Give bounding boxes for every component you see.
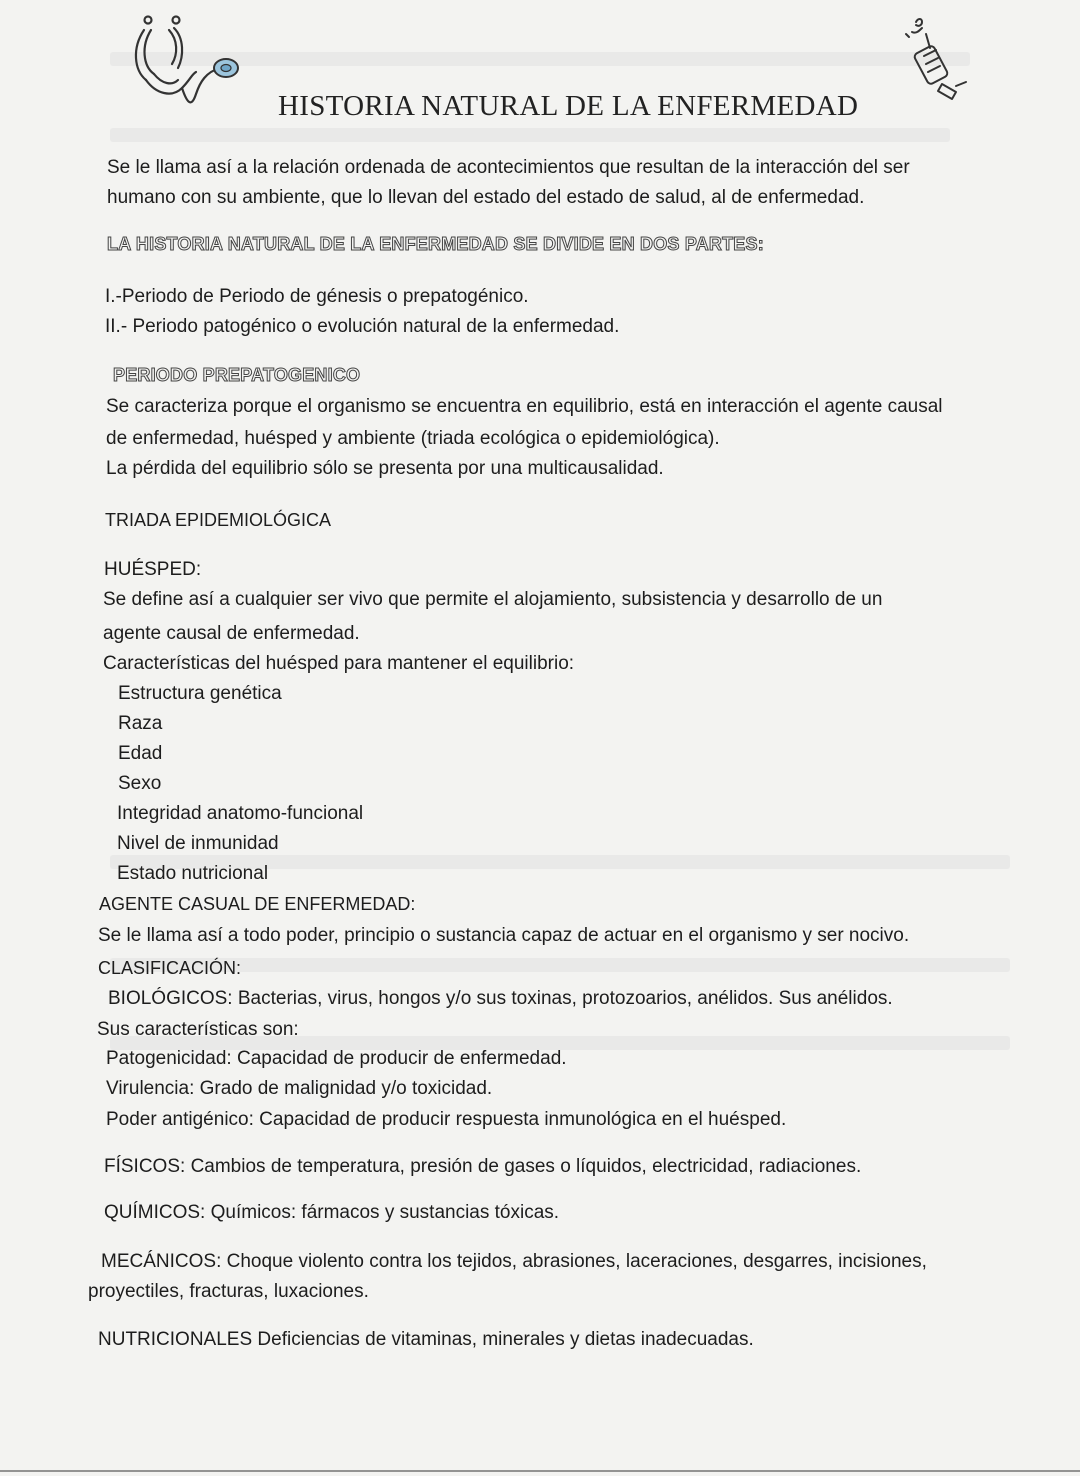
division-item-1: I.-Periodo de Periodo de génesis o prepatogénico. — [105, 286, 529, 307]
physical-agents: FÍSICOS: Cambios de temperatura, presión de gases o líquidos, electricidad, radiaciones. — [104, 1156, 862, 1177]
host-characteristic: Estructura genética — [118, 683, 282, 704]
characteristic-item: Virulencia: Grado de malignidad y/o toxicidad. — [106, 1078, 493, 1099]
division-item-2: II.- Periodo patogénico o evolución natural de la enfermedad. — [105, 316, 620, 337]
intro-line-1: Se le llama así a la relación ordenada de acontecimientos que resultan de la interacción del ser — [107, 157, 910, 178]
prepatogenic-line-2: de enfermedad, huésped y ambiente (triada ecológica o epidemiológica). — [106, 428, 720, 449]
stethoscope-icon — [126, 14, 242, 110]
host-characteristic: Raza — [118, 713, 163, 734]
agent-heading: AGENTE CASUAL DE ENFERMEDAD: — [99, 894, 416, 914]
intro-line-2: humano con su ambiente, que lo llevan del estado del estado de salud, al de enfermedad. — [107, 187, 865, 208]
host-heading: HUÉSPED: — [104, 559, 202, 580]
host-line-2: agente causal de enfermedad. — [103, 623, 360, 644]
prepatogenic-line-3: La pérdida del equilibrio sólo se presenta por una multicausalidad. — [106, 458, 664, 479]
syringe-icon — [902, 14, 978, 106]
host-characteristic: Nivel de inmunidad — [117, 833, 279, 854]
bleed-through — [110, 128, 950, 142]
mechanical-agents-line-1: MECÁNICOS: Choque violento contra los tejidos, abrasiones, laceraciones, desgarres, incisiones, — [101, 1251, 927, 1272]
host-characteristic: Estado nutricional — [117, 863, 269, 884]
host-characteristic: Sexo — [118, 773, 162, 794]
host-characteristic: Edad — [118, 743, 163, 764]
mechanical-agents-line-2: proyectiles, fracturas, luxaciones. — [88, 1281, 369, 1302]
bleed-through — [110, 958, 1010, 972]
nutritional-agents: NUTRICIONALES Deficiencias de vitaminas, minerales y dietas inadecuadas. — [98, 1329, 754, 1350]
division-heading: LA HISTORIA NATURAL DE LA ENFERMEDAD SE DIVIDE EN DOS PARTES: — [107, 234, 764, 254]
host-characteristic: Integridad anatomo-funcional — [117, 803, 364, 824]
host-line-1: Se define así a cualquier ser vivo que permite el alojamiento, subsistencia y desarrollo de un — [103, 589, 883, 610]
characteristic-item: Patogenicidad: Capacidad de producir de enfermedad. — [106, 1048, 567, 1069]
prepatogenic-heading: PERIODO PREPATOGENICO — [113, 365, 361, 385]
characteristics-intro: Sus características son: — [97, 1019, 299, 1040]
page-edge — [0, 1470, 1080, 1472]
classification-heading: CLASIFICACIÓN: — [98, 958, 242, 978]
prepatogenic-line-1: Se caracteriza porque el organismo se encuentra en equilibrio, está en interacción el agente causal — [106, 396, 943, 417]
biological-agents: BIOLÓGICOS: Bacterias, virus, hongos y/o sus toxinas, protozoarios, anélidos. Sus anélidos. — [108, 988, 893, 1009]
page-title: HISTORIA NATURAL DE LA ENFERMEDAD — [278, 90, 859, 122]
characteristic-item: Poder antigénico: Capacidad de producir respuesta inmunológica en el huésped. — [106, 1109, 787, 1130]
triad-heading: TRIADA EPIDEMIOLÓGICA — [105, 510, 332, 530]
host-line-3: Características del huésped para mantener el equilibrio: — [103, 653, 575, 674]
agent-definition: Se le llama así a todo poder, principio o sustancia capaz de actuar en el organismo y ser nocivo. — [98, 925, 910, 946]
chemical-agents: QUÍMICOS: Químicos: fármacos y sustancias tóxicas. — [104, 1202, 560, 1223]
